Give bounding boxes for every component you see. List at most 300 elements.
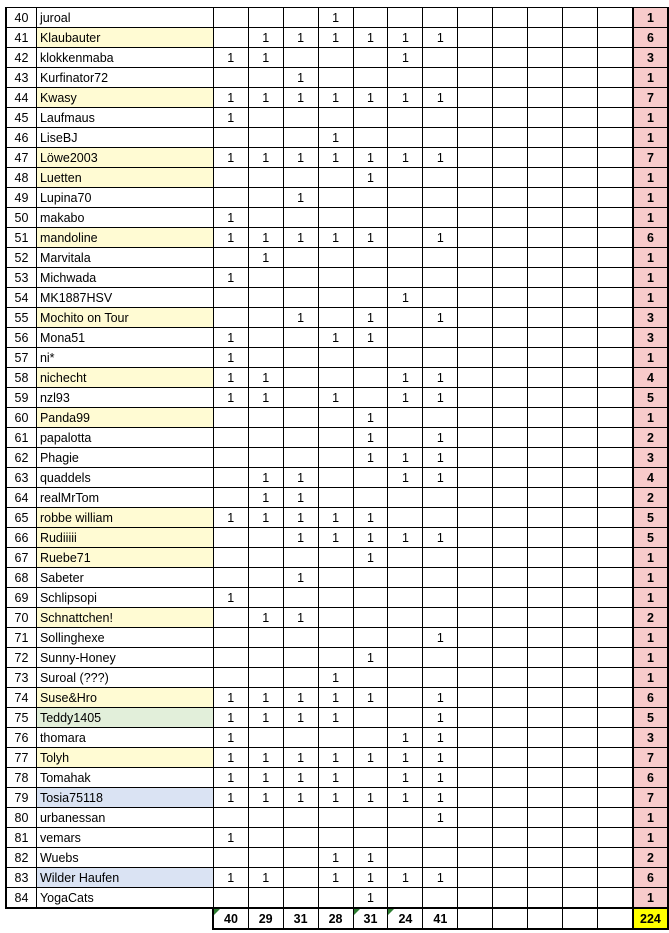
value-cell[interactable]: 1 <box>248 388 283 408</box>
participant-name-cell[interactable]: nichecht <box>36 368 213 388</box>
value-cell[interactable] <box>388 228 423 248</box>
row-total-cell[interactable]: 1 <box>633 888 668 909</box>
value-cell[interactable]: 1 <box>388 448 423 468</box>
value-cell[interactable] <box>283 888 318 909</box>
row-total-cell[interactable]: 1 <box>633 808 668 828</box>
value-cell[interactable]: 1 <box>248 488 283 508</box>
value-cell[interactable]: 1 <box>248 788 283 808</box>
value-cell[interactable] <box>458 508 493 528</box>
value-cell[interactable] <box>563 668 598 688</box>
value-cell[interactable] <box>563 328 598 348</box>
value-cell[interactable] <box>248 308 283 328</box>
value-cell[interactable]: 1 <box>318 508 353 528</box>
value-cell[interactable]: 1 <box>353 308 388 328</box>
row-number[interactable]: 77 <box>6 748 36 768</box>
value-cell[interactable] <box>283 548 318 568</box>
value-cell[interactable] <box>353 708 388 728</box>
value-cell[interactable] <box>458 488 493 508</box>
value-cell[interactable]: 1 <box>248 228 283 248</box>
value-cell[interactable] <box>528 868 563 888</box>
value-cell[interactable] <box>563 708 598 728</box>
value-cell[interactable]: 1 <box>353 788 388 808</box>
value-cell[interactable] <box>528 468 563 488</box>
value-cell[interactable] <box>597 128 632 148</box>
value-cell[interactable] <box>458 248 493 268</box>
value-cell[interactable]: 1 <box>318 148 353 168</box>
value-cell[interactable]: 1 <box>388 528 423 548</box>
value-cell[interactable] <box>353 248 388 268</box>
value-cell[interactable]: 1 <box>423 748 458 768</box>
value-cell[interactable] <box>353 128 388 148</box>
value-cell[interactable] <box>213 168 248 188</box>
value-cell[interactable] <box>563 468 598 488</box>
value-cell[interactable] <box>563 648 598 668</box>
value-cell[interactable] <box>248 568 283 588</box>
value-cell[interactable] <box>458 268 493 288</box>
value-cell[interactable]: 1 <box>353 748 388 768</box>
value-cell[interactable]: 1 <box>353 548 388 568</box>
value-cell[interactable] <box>528 28 563 48</box>
row-total-cell[interactable]: 7 <box>633 748 668 768</box>
value-cell[interactable] <box>423 8 458 28</box>
value-cell[interactable] <box>597 868 632 888</box>
value-cell[interactable] <box>283 48 318 68</box>
value-cell[interactable] <box>528 808 563 828</box>
value-cell[interactable] <box>388 248 423 268</box>
value-cell[interactable]: 1 <box>283 88 318 108</box>
row-total-cell[interactable]: 4 <box>633 468 668 488</box>
participant-name-cell[interactable]: MK1887HSV <box>36 288 213 308</box>
value-cell[interactable]: 1 <box>353 868 388 888</box>
value-cell[interactable] <box>493 568 528 588</box>
value-cell[interactable] <box>388 188 423 208</box>
column-total-cell[interactable] <box>493 908 528 929</box>
value-cell[interactable]: 1 <box>318 28 353 48</box>
row-total-cell[interactable]: 4 <box>633 368 668 388</box>
participant-name-cell[interactable]: Kurfinator72 <box>36 68 213 88</box>
row-number[interactable]: 61 <box>6 428 36 448</box>
value-cell[interactable] <box>528 88 563 108</box>
value-cell[interactable] <box>597 428 632 448</box>
value-cell[interactable] <box>318 588 353 608</box>
value-cell[interactable] <box>388 708 423 728</box>
row-total-cell[interactable]: 1 <box>633 568 668 588</box>
value-cell[interactable] <box>388 668 423 688</box>
value-cell[interactable]: 1 <box>423 28 458 48</box>
value-cell[interactable] <box>283 848 318 868</box>
value-cell[interactable] <box>528 548 563 568</box>
value-cell[interactable] <box>597 508 632 528</box>
row-total-cell[interactable]: 1 <box>633 108 668 128</box>
value-cell[interactable]: 1 <box>353 848 388 868</box>
row-number[interactable]: 42 <box>6 48 36 68</box>
row-total-cell[interactable]: 1 <box>633 548 668 568</box>
row-total-cell[interactable]: 1 <box>633 288 668 308</box>
value-cell[interactable] <box>563 348 598 368</box>
value-cell[interactable] <box>423 408 458 428</box>
value-cell[interactable] <box>563 488 598 508</box>
value-cell[interactable] <box>318 108 353 128</box>
value-cell[interactable]: 1 <box>423 868 458 888</box>
value-cell[interactable] <box>353 768 388 788</box>
value-cell[interactable] <box>493 408 528 428</box>
value-cell[interactable] <box>597 288 632 308</box>
value-cell[interactable] <box>213 468 248 488</box>
value-cell[interactable] <box>248 528 283 548</box>
value-cell[interactable] <box>423 208 458 228</box>
value-cell[interactable]: 1 <box>248 748 283 768</box>
row-total-cell[interactable]: 2 <box>633 428 668 448</box>
value-cell[interactable] <box>493 8 528 28</box>
value-cell[interactable] <box>458 128 493 148</box>
value-cell[interactable] <box>353 68 388 88</box>
value-cell[interactable] <box>213 288 248 308</box>
value-cell[interactable] <box>563 868 598 888</box>
value-cell[interactable] <box>388 808 423 828</box>
value-cell[interactable] <box>563 588 598 608</box>
value-cell[interactable] <box>597 848 632 868</box>
row-number[interactable]: 78 <box>6 768 36 788</box>
value-cell[interactable] <box>597 328 632 348</box>
value-cell[interactable] <box>458 168 493 188</box>
value-cell[interactable] <box>597 188 632 208</box>
row-number[interactable]: 43 <box>6 68 36 88</box>
row-number[interactable]: 54 <box>6 288 36 308</box>
value-cell[interactable]: 1 <box>388 148 423 168</box>
value-cell[interactable] <box>493 48 528 68</box>
value-cell[interactable] <box>318 428 353 448</box>
value-cell[interactable] <box>353 608 388 628</box>
value-cell[interactable] <box>318 188 353 208</box>
row-number[interactable]: 52 <box>6 248 36 268</box>
value-cell[interactable] <box>493 208 528 228</box>
value-cell[interactable] <box>597 468 632 488</box>
value-cell[interactable] <box>388 108 423 128</box>
value-cell[interactable]: 1 <box>213 88 248 108</box>
value-cell[interactable] <box>423 848 458 868</box>
value-cell[interactable] <box>353 388 388 408</box>
value-cell[interactable] <box>563 288 598 308</box>
value-cell[interactable] <box>493 168 528 188</box>
value-cell[interactable] <box>353 488 388 508</box>
value-cell[interactable] <box>493 108 528 128</box>
value-cell[interactable] <box>458 108 493 128</box>
row-number[interactable]: 60 <box>6 408 36 428</box>
value-cell[interactable] <box>353 828 388 848</box>
row-total-cell[interactable]: 5 <box>633 388 668 408</box>
value-cell[interactable]: 1 <box>353 228 388 248</box>
value-cell[interactable] <box>597 48 632 68</box>
value-cell[interactable] <box>458 828 493 848</box>
participant-name-cell[interactable]: Sunny-Honey <box>36 648 213 668</box>
value-cell[interactable]: 1 <box>423 388 458 408</box>
value-cell[interactable] <box>423 888 458 909</box>
value-cell[interactable] <box>528 508 563 528</box>
participant-name-cell[interactable]: Teddy1405 <box>36 708 213 728</box>
value-cell[interactable] <box>248 8 283 28</box>
value-cell[interactable]: 1 <box>318 688 353 708</box>
value-cell[interactable] <box>423 48 458 68</box>
value-cell[interactable] <box>458 468 493 488</box>
value-cell[interactable]: 1 <box>423 308 458 328</box>
value-cell[interactable] <box>528 108 563 128</box>
value-cell[interactable]: 1 <box>423 528 458 548</box>
row-total-cell[interactable]: 6 <box>633 28 668 48</box>
value-cell[interactable] <box>353 628 388 648</box>
value-cell[interactable] <box>248 208 283 228</box>
value-cell[interactable]: 1 <box>353 648 388 668</box>
value-cell[interactable] <box>353 808 388 828</box>
value-cell[interactable] <box>528 128 563 148</box>
value-cell[interactable] <box>318 348 353 368</box>
row-number[interactable]: 51 <box>6 228 36 248</box>
participant-name-cell[interactable]: urbanessan <box>36 808 213 828</box>
value-cell[interactable] <box>248 628 283 648</box>
value-cell[interactable] <box>388 428 423 448</box>
value-cell[interactable] <box>318 628 353 648</box>
value-cell[interactable] <box>597 268 632 288</box>
value-cell[interactable] <box>597 808 632 828</box>
participant-name-cell[interactable]: Löwe2003 <box>36 148 213 168</box>
value-cell[interactable] <box>597 108 632 128</box>
value-cell[interactable] <box>318 268 353 288</box>
participant-name-cell[interactable]: Ruebe71 <box>36 548 213 568</box>
value-cell[interactable] <box>597 88 632 108</box>
value-cell[interactable] <box>493 308 528 328</box>
value-cell[interactable] <box>318 48 353 68</box>
value-cell[interactable] <box>528 588 563 608</box>
value-cell[interactable] <box>493 508 528 528</box>
value-cell[interactable] <box>458 548 493 568</box>
participant-name-cell[interactable]: Klaubauter <box>36 28 213 48</box>
value-cell[interactable]: 1 <box>423 628 458 648</box>
row-number[interactable]: 81 <box>6 828 36 848</box>
row-total-cell[interactable]: 2 <box>633 488 668 508</box>
value-cell[interactable]: 1 <box>318 528 353 548</box>
value-cell[interactable]: 1 <box>318 748 353 768</box>
row-total-cell[interactable]: 7 <box>633 88 668 108</box>
value-cell[interactable] <box>283 288 318 308</box>
value-cell[interactable]: 1 <box>283 568 318 588</box>
value-cell[interactable]: 1 <box>213 768 248 788</box>
value-cell[interactable] <box>528 628 563 648</box>
row-total-cell[interactable]: 5 <box>633 528 668 548</box>
value-cell[interactable] <box>563 828 598 848</box>
value-cell[interactable] <box>248 348 283 368</box>
column-total-cell[interactable]: 28 <box>318 908 353 929</box>
value-cell[interactable]: 1 <box>353 888 388 909</box>
value-cell[interactable] <box>213 248 248 268</box>
value-cell[interactable] <box>597 348 632 368</box>
participant-name-cell[interactable]: YogaCats <box>36 888 213 909</box>
row-total-cell[interactable]: 1 <box>633 168 668 188</box>
value-cell[interactable]: 1 <box>283 68 318 88</box>
value-cell[interactable] <box>283 128 318 148</box>
value-cell[interactable] <box>563 808 598 828</box>
value-cell[interactable] <box>458 388 493 408</box>
value-cell[interactable] <box>423 168 458 188</box>
value-cell[interactable] <box>528 228 563 248</box>
row-number[interactable]: 64 <box>6 488 36 508</box>
value-cell[interactable] <box>213 28 248 48</box>
value-cell[interactable] <box>353 728 388 748</box>
value-cell[interactable] <box>458 28 493 48</box>
value-cell[interactable] <box>597 768 632 788</box>
value-cell[interactable] <box>213 668 248 688</box>
value-cell[interactable] <box>423 68 458 88</box>
value-cell[interactable] <box>248 648 283 668</box>
value-cell[interactable] <box>213 448 248 468</box>
value-cell[interactable] <box>248 668 283 688</box>
row-total-cell[interactable]: 7 <box>633 788 668 808</box>
value-cell[interactable] <box>528 208 563 228</box>
value-cell[interactable] <box>493 868 528 888</box>
row-number[interactable]: 57 <box>6 348 36 368</box>
value-cell[interactable] <box>493 648 528 668</box>
row-number[interactable]: 41 <box>6 28 36 48</box>
value-cell[interactable]: 1 <box>248 608 283 628</box>
value-cell[interactable] <box>563 248 598 268</box>
value-cell[interactable] <box>493 528 528 548</box>
row-number[interactable]: 44 <box>6 88 36 108</box>
value-cell[interactable] <box>353 288 388 308</box>
value-cell[interactable] <box>458 368 493 388</box>
participant-name-cell[interactable]: LiseBJ <box>36 128 213 148</box>
row-total-cell[interactable]: 6 <box>633 868 668 888</box>
value-cell[interactable] <box>493 688 528 708</box>
column-total-cell[interactable]: 41 <box>423 908 458 929</box>
row-total-cell[interactable]: 1 <box>633 628 668 648</box>
participant-name-cell[interactable]: juroal <box>36 8 213 28</box>
value-cell[interactable] <box>493 288 528 308</box>
value-cell[interactable] <box>597 168 632 188</box>
value-cell[interactable] <box>458 628 493 648</box>
value-cell[interactable] <box>283 628 318 648</box>
value-cell[interactable] <box>458 328 493 348</box>
row-total-cell[interactable]: 6 <box>633 228 668 248</box>
value-cell[interactable] <box>563 628 598 648</box>
value-cell[interactable] <box>563 108 598 128</box>
row-total-cell[interactable]: 1 <box>633 648 668 668</box>
participant-name-cell[interactable]: Michwada <box>36 268 213 288</box>
value-cell[interactable] <box>283 328 318 348</box>
value-cell[interactable] <box>353 208 388 228</box>
value-cell[interactable]: 1 <box>423 428 458 448</box>
value-cell[interactable] <box>458 148 493 168</box>
value-cell[interactable]: 1 <box>283 768 318 788</box>
value-cell[interactable] <box>597 448 632 468</box>
value-cell[interactable] <box>493 28 528 48</box>
value-cell[interactable] <box>213 428 248 448</box>
value-cell[interactable] <box>388 848 423 868</box>
value-cell[interactable] <box>493 128 528 148</box>
column-total-cell[interactable] <box>597 908 632 929</box>
participant-name-cell[interactable]: Panda99 <box>36 408 213 428</box>
value-cell[interactable] <box>597 8 632 28</box>
value-cell[interactable] <box>597 588 632 608</box>
value-cell[interactable]: 1 <box>388 48 423 68</box>
value-cell[interactable] <box>213 308 248 328</box>
value-cell[interactable] <box>528 888 563 909</box>
value-cell[interactable] <box>597 648 632 668</box>
value-cell[interactable] <box>283 208 318 228</box>
value-cell[interactable] <box>213 68 248 88</box>
value-cell[interactable]: 1 <box>213 708 248 728</box>
value-cell[interactable] <box>248 728 283 748</box>
value-cell[interactable] <box>563 728 598 748</box>
value-cell[interactable] <box>563 148 598 168</box>
value-cell[interactable] <box>563 228 598 248</box>
value-cell[interactable]: 1 <box>213 688 248 708</box>
value-cell[interactable]: 1 <box>213 388 248 408</box>
value-cell[interactable] <box>353 668 388 688</box>
value-cell[interactable] <box>283 868 318 888</box>
value-cell[interactable]: 1 <box>248 28 283 48</box>
value-cell[interactable]: 1 <box>423 148 458 168</box>
value-cell[interactable] <box>493 88 528 108</box>
value-cell[interactable]: 1 <box>283 748 318 768</box>
value-cell[interactable] <box>353 468 388 488</box>
value-cell[interactable]: 1 <box>248 248 283 268</box>
value-cell[interactable] <box>458 568 493 588</box>
value-cell[interactable] <box>283 168 318 188</box>
value-cell[interactable]: 1 <box>213 208 248 228</box>
value-cell[interactable] <box>423 488 458 508</box>
value-cell[interactable] <box>318 448 353 468</box>
row-number[interactable]: 68 <box>6 568 36 588</box>
value-cell[interactable] <box>353 8 388 28</box>
participant-name-cell[interactable]: Sollinghexe <box>36 628 213 648</box>
column-total-cell[interactable]: 24 <box>388 908 423 929</box>
column-total-cell[interactable]: 31 <box>353 908 388 929</box>
value-cell[interactable] <box>458 48 493 68</box>
row-number[interactable]: 72 <box>6 648 36 668</box>
column-total-cell[interactable]: 31 <box>283 908 318 929</box>
value-cell[interactable] <box>423 828 458 848</box>
value-cell[interactable] <box>318 288 353 308</box>
value-cell[interactable]: 1 <box>318 88 353 108</box>
value-cell[interactable] <box>563 508 598 528</box>
value-cell[interactable] <box>423 348 458 368</box>
row-number[interactable]: 62 <box>6 448 36 468</box>
participant-name-cell[interactable]: Phagie <box>36 448 213 468</box>
value-cell[interactable]: 1 <box>353 148 388 168</box>
value-cell[interactable] <box>318 408 353 428</box>
value-cell[interactable]: 1 <box>248 468 283 488</box>
value-cell[interactable] <box>318 208 353 228</box>
value-cell[interactable] <box>493 748 528 768</box>
value-cell[interactable]: 1 <box>353 328 388 348</box>
value-cell[interactable] <box>493 708 528 728</box>
row-number[interactable]: 71 <box>6 628 36 648</box>
value-cell[interactable]: 1 <box>318 128 353 148</box>
value-cell[interactable] <box>458 528 493 548</box>
value-cell[interactable] <box>563 528 598 548</box>
value-cell[interactable] <box>353 268 388 288</box>
value-cell[interactable] <box>458 848 493 868</box>
value-cell[interactable] <box>213 848 248 868</box>
value-cell[interactable] <box>283 8 318 28</box>
value-cell[interactable] <box>318 68 353 88</box>
value-cell[interactable] <box>283 808 318 828</box>
value-cell[interactable] <box>283 348 318 368</box>
value-cell[interactable] <box>318 308 353 328</box>
value-cell[interactable] <box>528 368 563 388</box>
value-cell[interactable] <box>388 888 423 909</box>
value-cell[interactable] <box>597 488 632 508</box>
value-cell[interactable]: 1 <box>353 28 388 48</box>
value-cell[interactable] <box>563 548 598 568</box>
